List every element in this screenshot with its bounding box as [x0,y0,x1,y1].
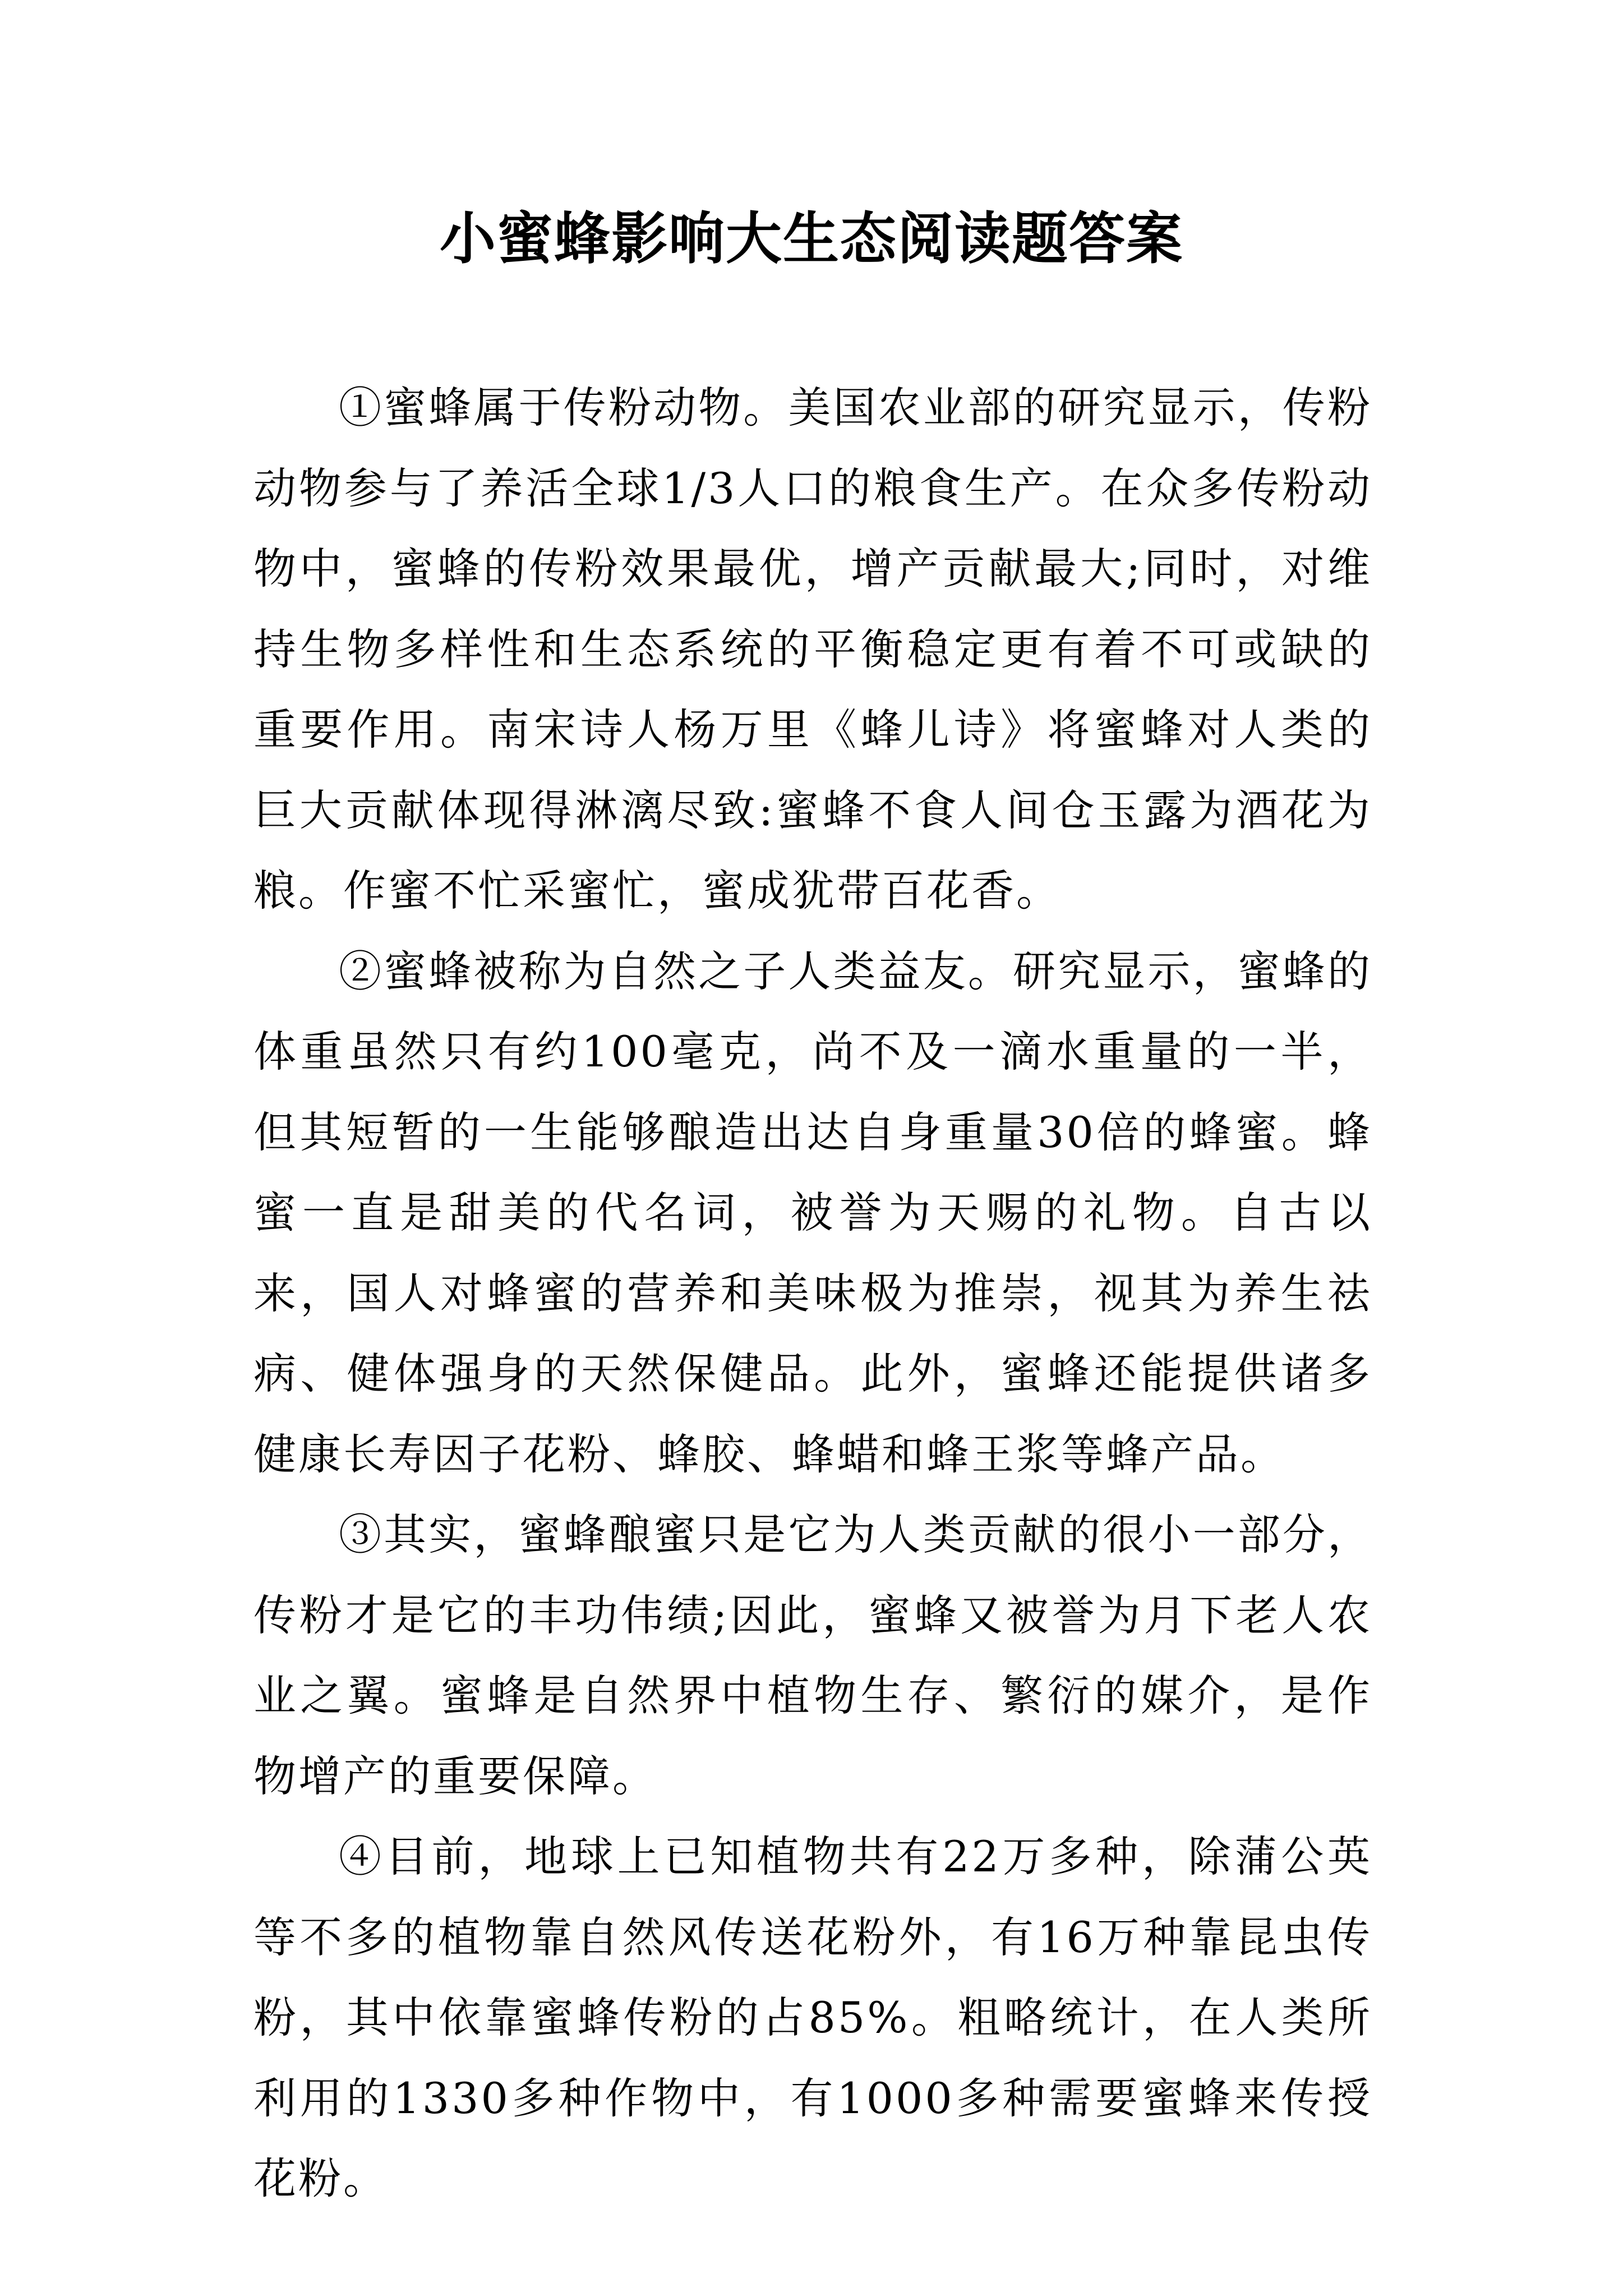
paragraph-4: ④目前，地球上已知植物共有22万多种，除蒲公英等不多的植物靠自然风传送花粉外，有16万种靠昆虫传粉，其中依靠蜜蜂传粉的占85%。粗略统计，在人类所利用的1330多种作物中，有1000多种需要蜜蜂来传授花粉。 [253,1832,1372,2203]
paragraph-2: ②蜜蜂被称为自然之子人类益友。研究显示，蜜蜂的体重虽然只有约100毫克，尚不及一滴水重量的一半，但其短暂的一生能够酿造出达自身重量30倍的蜂蜜。蜂蜜一直是甜美的代名词，被誉为天赐的礼物。自古以来，国人对蜂蜜的营养和美味极为推崇，视其为养生祛病、健体强身的天然保健品。此外，蜜蜂还能提供诸多健康长寿因子花粉、蜂胶、蜂蜡和蜂王浆等蜂产品。 [253,946,1372,1479]
paragraph-3: ③其实，蜜蜂酿蜜只是它为人类贡献的很小一部分，传粉才是它的丰功伟绩;因此，蜜蜂又被誉为月下老人农业之翼。蜜蜂是自然界中植物生存、繁衍的媒介，是作物增产的重要保障。 [253,1510,1372,1801]
paragraph-1: ①蜜蜂属于传粉动物。美国农业部的研究显示，传粉动物参与了养活全球1/3人口的粮食生产。在众多传粉动物中，蜜蜂的传粉效果最优，增产贡献最大;同时，对维持生物多样性和生态系统的平衡稳定更有着不可或缺的重要作用。南宋诗人杨万里《蜂儿诗》将蜜蜂对人类的巨大贡献体现得淋漓尽致:蜜蜂不食人间仓玉露为酒花为粮。作蜜不忙采蜜忙，蜜成犹带百花香。 [253,383,1372,915]
document-title: 小蜜蜂影响大生态阅读题答案 [440,205,1183,272]
document-body [253,367,1372,2219]
